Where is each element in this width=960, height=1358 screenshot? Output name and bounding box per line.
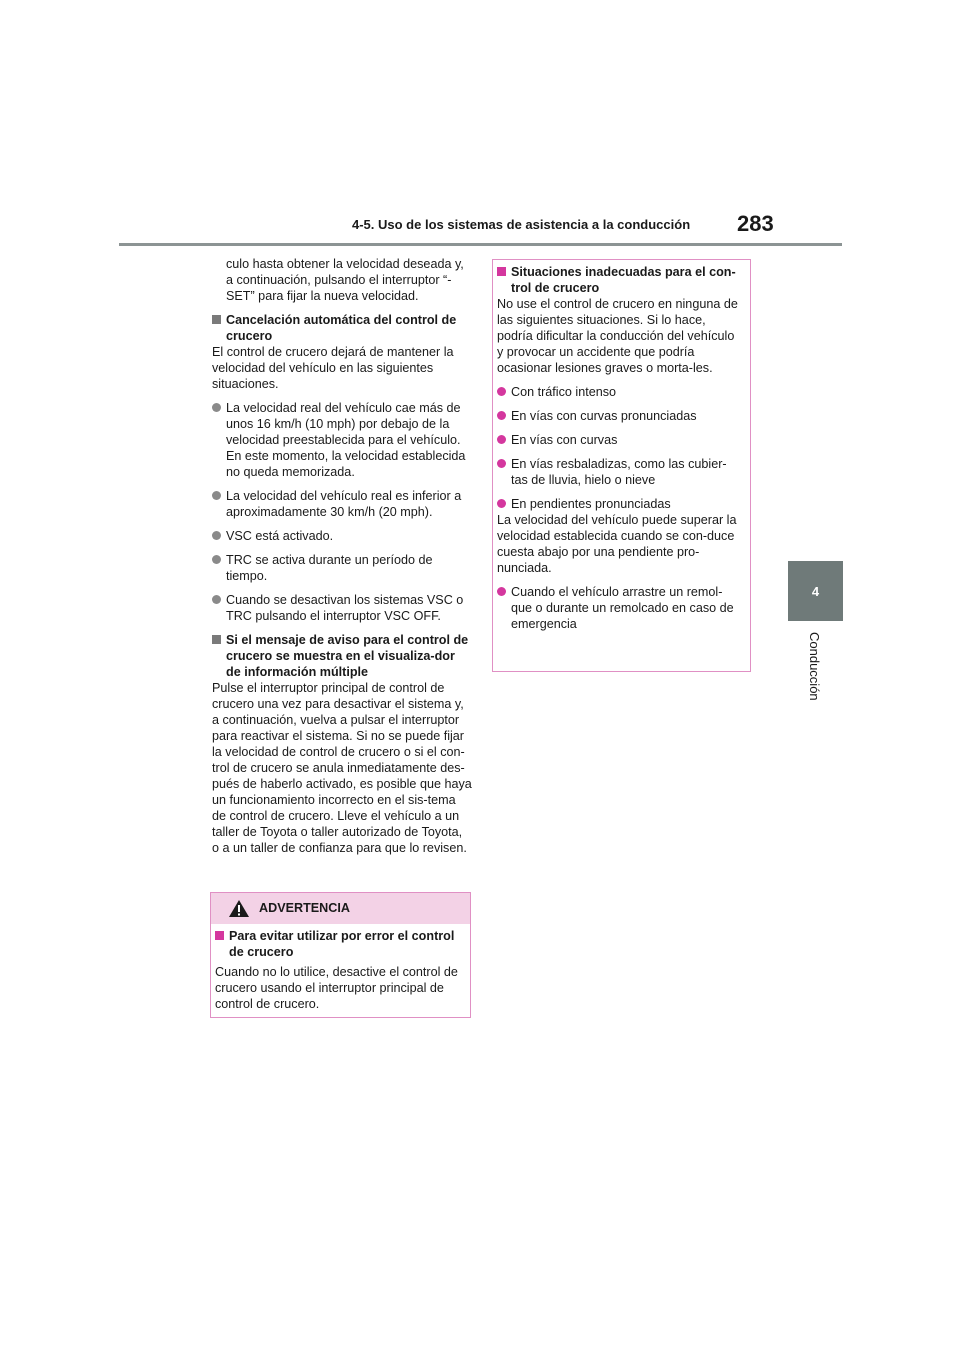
list-item-text: Con tráfico intenso: [511, 385, 617, 399]
chapter-number: 4: [811, 583, 820, 599]
square-bullet-icon: [212, 635, 221, 644]
list-item: [497, 496, 742, 512]
list-item: [497, 456, 742, 488]
warning-header: [211, 893, 470, 924]
list-item-text: Cuando el vehículo arrastre un remol-que o durante un remolcado en caso de emergencia: [511, 585, 734, 631]
square-bullet-icon: [215, 931, 224, 940]
header-rule: [119, 243, 842, 246]
cancel-section-title: [212, 312, 472, 344]
warning-title: [215, 928, 460, 960]
list-item: [212, 528, 472, 544]
circle-bullet-icon: [497, 411, 506, 420]
circle-bullet-icon: [212, 595, 221, 604]
list-item: [497, 584, 742, 632]
message-section-title: [212, 632, 472, 680]
warning-box: [210, 892, 471, 1018]
circle-bullet-icon: [497, 499, 506, 508]
chapter-tab: [788, 561, 843, 621]
list-item-text: Cuando se desactivan los sistemas VSC o TRC pulsando el interruptor VSC OFF.: [226, 593, 464, 623]
caution-box: [492, 259, 751, 672]
page-number: 283: [737, 211, 774, 236]
circle-bullet-icon: [212, 491, 221, 500]
list-item-text: VSC está activado.: [226, 529, 334, 543]
list-item: [212, 552, 472, 584]
list-item-text: En pendientes pronunciadas: [511, 497, 671, 511]
left-column: [212, 256, 472, 856]
circle-bullet-icon: [212, 531, 221, 540]
caution-after-items: La velocidad del vehículo puede superar la velocidad establecida cuando se con-duce cuesta abajo por una pendiente pro-nunciada.: [497, 513, 737, 575]
cancel-title-text: Cancelación automática del control de crucero: [226, 313, 457, 343]
warning-content: [215, 928, 460, 1012]
warning-heading: ADVERTENCIA: [259, 901, 350, 915]
list-item: [212, 400, 472, 480]
circle-bullet-icon: [497, 387, 506, 396]
list-item: [212, 592, 472, 624]
circle-bullet-icon: [212, 403, 221, 412]
warning-body: Cuando no lo utilice, desactive el control de crucero usando el interruptor principal de control de crucero.: [215, 965, 458, 1011]
caution-content: [497, 264, 742, 632]
list-item-text: La velocidad real del vehículo cae más de unos 16 km/h (10 mph) por debajo de la velocidad preestablecida para el vehículo. En este momento, la velocidad establecida no queda memorizada.: [226, 401, 466, 479]
list-item-text: La velocidad del vehículo real es inferior a aproximadamente 30 km/h (20 mph).: [226, 489, 462, 519]
circle-bullet-icon: [497, 435, 506, 444]
intro-paragraph: culo hasta obtener la velocidad deseada y, a continuación, pulsando el interruptor “-SET” para fijar la nueva velocidad.: [226, 257, 464, 303]
list-item-text: En vías con curvas pronunciadas: [511, 409, 697, 423]
chapter-label: Conducción: [807, 632, 822, 701]
warning-title-text: Para evitar utilizar por error el control de crucero: [229, 929, 455, 959]
warning-triangle-icon: [228, 899, 250, 918]
message-title-text: Si el mensaje de aviso para el control de crucero se muestra en el visualiza-dor de información múltiple: [226, 633, 469, 679]
list-item: [497, 408, 742, 424]
list-item: [497, 384, 742, 400]
list-item: [497, 432, 742, 448]
square-bullet-icon: [497, 267, 506, 276]
circle-bullet-icon: [497, 587, 506, 596]
list-item: [212, 488, 472, 520]
section-title: 4-5. Uso de los sistemas de asistencia a la conducción: [352, 217, 691, 232]
square-bullet-icon: [212, 315, 221, 324]
circle-bullet-icon: [497, 459, 506, 468]
caution-body: No use el control de crucero en ninguna de las siguientes situaciones. Si lo hace, podría dificultar la conducción del vehículo y provocar un accidente que podría ocasionar lesiones graves o morta-les.: [497, 297, 738, 375]
caution-title: [497, 264, 742, 296]
circle-bullet-icon: [212, 555, 221, 564]
list-item-text: TRC se activa durante un período de tiempo.: [226, 553, 433, 583]
cancel-body: El control de crucero dejará de mantener la velocidad del vehículo en las siguientes situaciones.: [212, 345, 454, 391]
list-item-text: En vías con curvas: [511, 433, 618, 447]
list-item-text: En vías resbaladizas, como las cubier-tas de lluvia, hielo o nieve: [511, 457, 727, 487]
caution-title-text: Situaciones inadecuadas para el con-trol de crucero: [511, 265, 736, 295]
message-body: Pulse el interruptor principal de control de crucero una vez para desactivar el sistema y, a continuación, vuelva a pulsar el interruptor para reactivar el sistema. Si no se puede fijar la velocidad de control de crucero o si el con-trol de crucero se anula inmediatamente des-pués de haberlo activado, es posible que haya un funcionamiento incorrecto en el sis-tema de control de crucero. Lleve el vehículo a un taller de Toyota o taller autorizado de Toyota, o a un taller de confianza para que lo revisen.: [212, 681, 472, 855]
